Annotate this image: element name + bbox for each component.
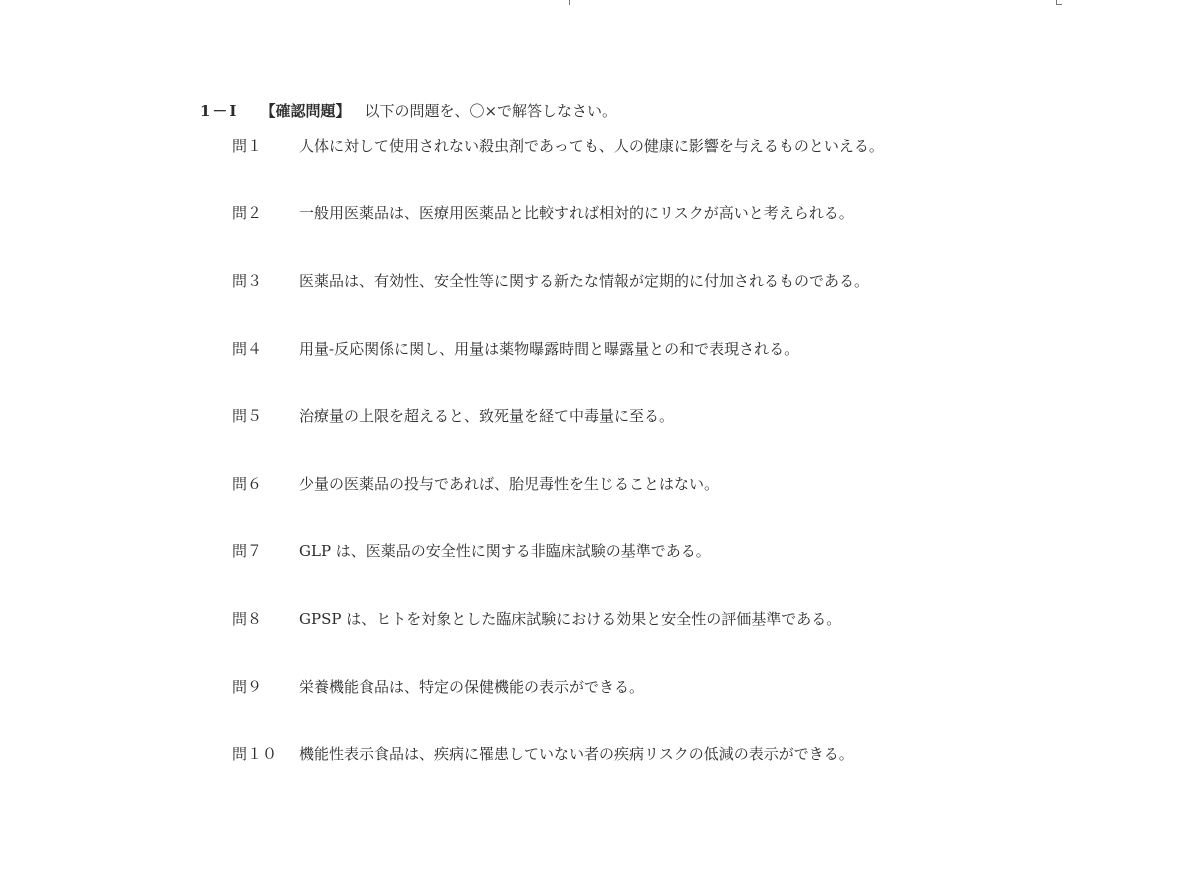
page-corner-mark <box>1056 0 1062 5</box>
question-text: 一般用医薬品は、医療用医薬品と比較すれば相対的にリスクが高いと考えられる。 <box>299 204 854 222</box>
question-text: 治療量の上限を超えると、致死量を経て中毒量に至る。 <box>299 407 675 425</box>
question-6 <box>232 474 719 494</box>
question-10 <box>232 744 854 764</box>
page-edge-mark <box>569 0 570 5</box>
question-8 <box>232 609 841 629</box>
question-9 <box>232 677 644 697</box>
question-number: 問９ <box>232 678 263 696</box>
question-number: 問８ <box>232 610 263 628</box>
question-5 <box>232 406 674 426</box>
question-text: 機能性表示食品は、疾病に罹患していない者の疾病リスクの低減の表示ができる。 <box>299 745 854 763</box>
question-number: 問４ <box>232 340 263 358</box>
question-text: GPSP は、ヒトを対象とした臨床試験における効果と安全性の評価基準である。 <box>299 610 842 628</box>
section-number: 1－Ⅰ <box>200 102 239 120</box>
question-text: 栄養機能食品は、特定の保健機能の表示ができる。 <box>299 678 645 696</box>
question-text: 医薬品は、有効性、安全性等に関する新たな情報が定期的に付加されるものである。 <box>299 272 870 290</box>
question-number: 問２ <box>232 204 263 222</box>
question-3 <box>232 271 869 291</box>
question-4 <box>232 339 799 359</box>
question-text: 用量-反応関係に関し、用量は薬物曝露時間と曝露量との和で表現される。 <box>299 340 800 358</box>
question-number: 問１ <box>232 137 263 155</box>
section-heading <box>200 101 617 121</box>
question-number: 問６ <box>232 475 263 493</box>
question-number: 問３ <box>232 272 263 290</box>
question-number: 問７ <box>232 542 263 560</box>
question-2 <box>232 203 854 223</box>
question-number: 問１０ <box>232 745 278 763</box>
question-text: 人体に対して使用されない殺虫剤であっても、人の健康に影響を与えるものといえる。 <box>299 137 884 155</box>
question-text: GLP は、医薬品の安全性に関する非臨床試験の基準である。 <box>299 542 711 560</box>
question-text: 少量の医薬品の投与であれば、胎児毒性を生じることはない。 <box>299 475 720 493</box>
question-7 <box>232 541 711 561</box>
section-instruction: 以下の問題を、〇×で解答しなさい。 <box>364 102 618 120</box>
question-1 <box>232 136 884 156</box>
section-tag: 【確認問題】 <box>260 102 351 120</box>
question-number: 問５ <box>232 407 263 425</box>
